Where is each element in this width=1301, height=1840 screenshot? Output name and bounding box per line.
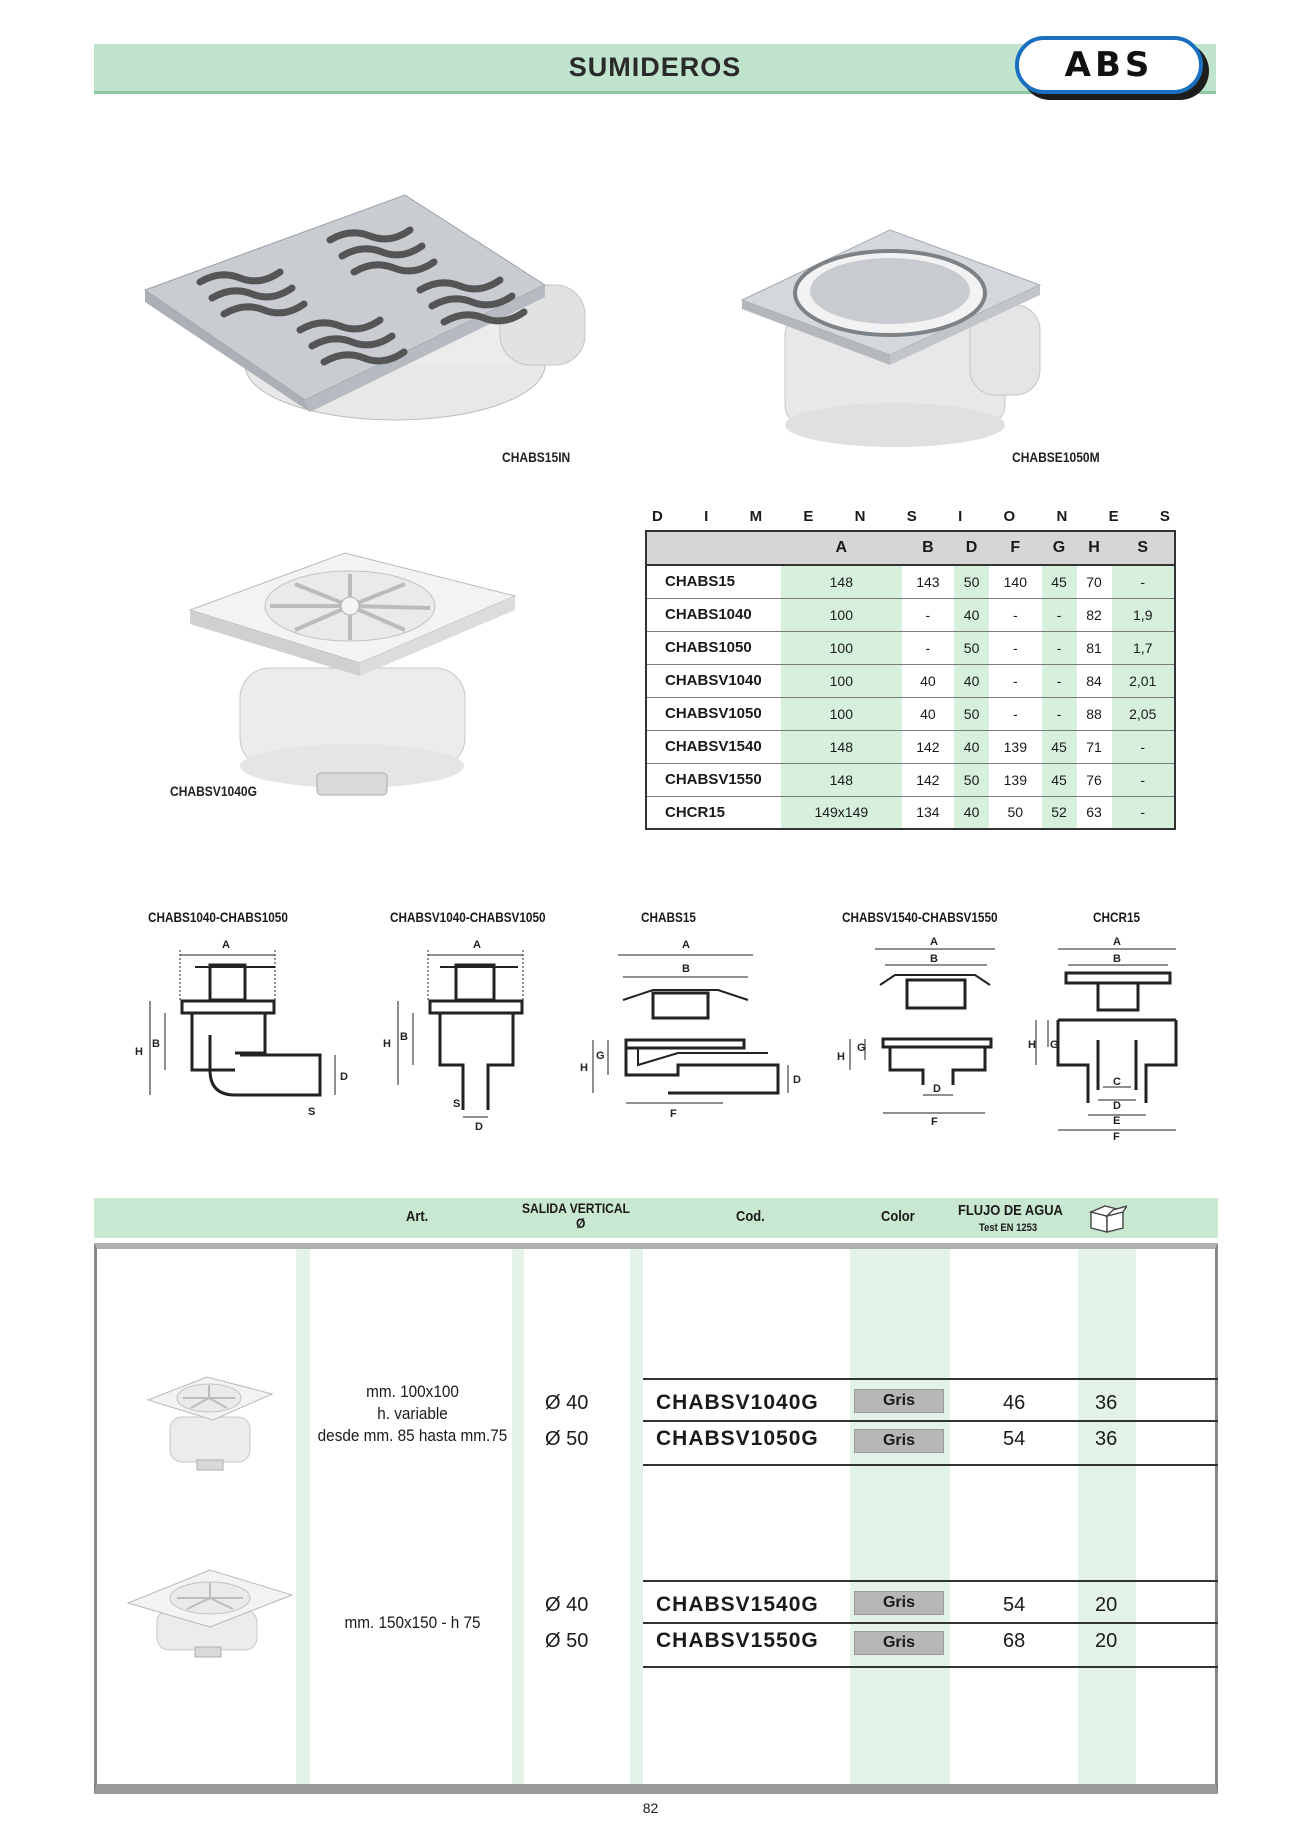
abs-logo bbox=[1015, 36, 1203, 94]
technical-drawing-chcr15 bbox=[1028, 935, 1208, 1150]
technical-drawing-chabs1040 bbox=[130, 935, 360, 1135]
svg-text:H: H bbox=[837, 1051, 845, 1063]
dimensions-model-name: CHABSV1040 bbox=[646, 664, 781, 697]
dimensions-column-header: A bbox=[781, 531, 902, 565]
dimensions-model-name: CHABS1050 bbox=[646, 631, 781, 664]
dimensions-cell: 142 bbox=[902, 763, 954, 796]
flow-value: 46 bbox=[1003, 1392, 1026, 1414]
dimensions-cell: 149x149 bbox=[781, 796, 902, 829]
flow-value: 68 bbox=[1003, 1630, 1026, 1652]
dimensions-row bbox=[646, 598, 1175, 631]
qty-value: 20 bbox=[1095, 1594, 1118, 1616]
dimensions-row bbox=[646, 697, 1175, 730]
dimensions-cell: 100 bbox=[781, 664, 902, 697]
diameter-value: Ø 50 bbox=[545, 1630, 589, 1652]
svg-text:H: H bbox=[135, 1046, 143, 1058]
technical-drawing-chabsv1540 bbox=[835, 935, 1015, 1135]
svg-text:A: A bbox=[930, 936, 938, 948]
dimensions-model-name: CHABSV1540 bbox=[646, 730, 781, 763]
page-number: 82 bbox=[642, 1800, 659, 1816]
svg-text:A: A bbox=[1113, 936, 1121, 948]
dimensions-cell: 52 bbox=[1042, 796, 1077, 829]
dimensions-cell: 148 bbox=[781, 565, 902, 598]
drawing-label-chcr15: CHCR15 bbox=[1093, 909, 1141, 925]
dimensions-title-letter: I bbox=[704, 508, 709, 525]
drawing-label-chabsv1540-chabsv1550: CHABSV1540-CHABSV1550 bbox=[842, 909, 998, 925]
header-cod: Cod. bbox=[736, 1208, 765, 1225]
photo-caption-chabs15in: CHABS15IN bbox=[502, 449, 571, 465]
dimensions-model-name: CHABSV1550 bbox=[646, 763, 781, 796]
column-band-diam bbox=[630, 1249, 643, 1784]
dimensions-cell: 50 bbox=[954, 763, 989, 796]
dimensions-cell: - bbox=[1042, 598, 1077, 631]
row-divider bbox=[643, 1622, 1218, 1624]
svg-text:F: F bbox=[670, 1108, 677, 1120]
flow-value: 54 bbox=[1003, 1428, 1026, 1450]
svg-text:B: B bbox=[930, 953, 938, 965]
dimensions-title-letter: E bbox=[1108, 508, 1119, 525]
dimensions-table bbox=[645, 530, 1176, 830]
product-code: CHABSV1540G bbox=[656, 1593, 819, 1616]
dimensions-cell: 82 bbox=[1077, 598, 1112, 631]
dimensions-cell: 1,7 bbox=[1112, 631, 1176, 664]
dimensions-model-name: CHCR15 bbox=[646, 796, 781, 829]
row-divider bbox=[643, 1378, 1218, 1380]
svg-text:F: F bbox=[1113, 1131, 1120, 1143]
dimensions-cell: - bbox=[1112, 565, 1176, 598]
header-art: Art. bbox=[406, 1208, 429, 1225]
svg-text:G: G bbox=[1050, 1039, 1059, 1051]
dimensions-column-header bbox=[646, 531, 781, 565]
technical-drawing-chabsv1040 bbox=[378, 935, 578, 1135]
photo-grate-drain-chabs15in bbox=[140, 190, 660, 450]
dimensions-cell: 45 bbox=[1042, 730, 1077, 763]
page-title: SUMIDEROS bbox=[568, 52, 742, 82]
svg-text:C: C bbox=[1113, 1076, 1121, 1088]
dimensions-title-letter: N bbox=[1056, 508, 1068, 525]
dimensions-cell: 81 bbox=[1077, 631, 1112, 664]
svg-text:D: D bbox=[1113, 1100, 1121, 1112]
dimensions-cell: - bbox=[1042, 697, 1077, 730]
flow-value: 54 bbox=[1003, 1594, 1026, 1616]
svg-text:B: B bbox=[1113, 953, 1121, 965]
dimensions-cell: 76 bbox=[1077, 763, 1112, 796]
dimensions-cell: - bbox=[902, 631, 954, 664]
qty-value: 36 bbox=[1095, 1428, 1118, 1450]
product-code: CHABSV1040G bbox=[656, 1391, 819, 1414]
dimensions-cell: - bbox=[989, 598, 1041, 631]
dimensions-cell: 2,01 bbox=[1112, 664, 1176, 697]
svg-text:F: F bbox=[931, 1116, 938, 1128]
color-chip: Gris bbox=[854, 1429, 944, 1453]
column-band-qty bbox=[1078, 1249, 1136, 1784]
dimensions-title-letter: S bbox=[906, 508, 917, 525]
diameter-value: Ø 50 bbox=[545, 1428, 589, 1450]
dimensions-cell: 100 bbox=[781, 697, 902, 730]
svg-text:S: S bbox=[453, 1098, 461, 1110]
dimensions-cell: 50 bbox=[989, 796, 1041, 829]
dimensions-cell: - bbox=[989, 664, 1041, 697]
header-salida-vertical: SALIDA VERTICAL bbox=[522, 1200, 630, 1216]
dimensions-row bbox=[646, 730, 1175, 763]
dimensions-cell: 71 bbox=[1077, 730, 1112, 763]
dimensions-cell: - bbox=[1112, 730, 1176, 763]
dimensions-row bbox=[646, 631, 1175, 664]
diameter-value: Ø 40 bbox=[545, 1594, 589, 1616]
dimensions-cell: 100 bbox=[781, 631, 902, 664]
dimensions-header-row bbox=[646, 531, 1175, 565]
dimensions-column-header: D bbox=[954, 531, 989, 565]
dimensions-cell: 139 bbox=[989, 763, 1041, 796]
svg-text:H: H bbox=[1028, 1039, 1036, 1051]
svg-text:B: B bbox=[682, 963, 690, 975]
qty-value: 36 bbox=[1095, 1392, 1118, 1414]
dimensions-cell: - bbox=[989, 697, 1041, 730]
dimensions-title-letter: M bbox=[749, 508, 763, 525]
dimensions-column-header: S bbox=[1112, 531, 1176, 565]
svg-text:D: D bbox=[933, 1083, 941, 1095]
header-test-en1253: Test EN 1253 bbox=[979, 1222, 1038, 1234]
dimensions-column-header: B bbox=[902, 531, 954, 565]
dimensions-cell: 40 bbox=[902, 664, 954, 697]
dimensions-cell: 139 bbox=[989, 730, 1041, 763]
product-desc-group1 bbox=[316, 1381, 510, 1447]
dimensions-row bbox=[646, 565, 1175, 598]
dimensions-cell: 2,05 bbox=[1112, 697, 1176, 730]
drawing-label-chabs1040-chabs1050: CHABS1040-CHABS1050 bbox=[148, 909, 288, 925]
dimensions-cell: 143 bbox=[902, 565, 954, 598]
dimensions-cell: 134 bbox=[902, 796, 954, 829]
dimensions-title-letter: O bbox=[1003, 508, 1016, 525]
qty-value: 20 bbox=[1095, 1630, 1118, 1652]
dimensions-cell: - bbox=[902, 598, 954, 631]
dimensions-row bbox=[646, 763, 1175, 796]
svg-text:G: G bbox=[857, 1042, 866, 1054]
dimensions-cell: - bbox=[1042, 664, 1077, 697]
dimensions-cell: 50 bbox=[954, 697, 989, 730]
dimensions-cell: 50 bbox=[954, 631, 989, 664]
dimensions-model-name: CHABSV1050 bbox=[646, 697, 781, 730]
dimensions-cell: 100 bbox=[781, 598, 902, 631]
desc-line: desde mm. 85 hasta mm.75 bbox=[317, 1426, 508, 1445]
dimensions-title-letter: I bbox=[958, 508, 963, 525]
dimensions-cell: 148 bbox=[781, 730, 902, 763]
photo-steel-drain-chabse1050m bbox=[740, 225, 1100, 450]
product-code: CHABSV1050G bbox=[656, 1427, 819, 1450]
dimensions-title-letter: D bbox=[652, 508, 663, 525]
svg-text:D: D bbox=[793, 1074, 801, 1086]
svg-text:B: B bbox=[400, 1031, 408, 1043]
product-photo-chabsv1040g bbox=[145, 1372, 275, 1477]
color-chip: Gris bbox=[854, 1591, 944, 1615]
dimensions-cell: 45 bbox=[1042, 763, 1077, 796]
dimensions-model-name: CHABS1040 bbox=[646, 598, 781, 631]
drawing-label-chabsv1040-chabsv1050: CHABSV1040-CHABSV1050 bbox=[390, 909, 546, 925]
dimensions-cell: - bbox=[1042, 631, 1077, 664]
desc-line: mm. 100x100 bbox=[366, 1382, 459, 1401]
dimensions-column-header: F bbox=[989, 531, 1041, 565]
product-table-frame bbox=[94, 1243, 1218, 1794]
product-photo-chabsv1540g bbox=[125, 1565, 295, 1670]
dimensions-cell: 1,9 bbox=[1112, 598, 1176, 631]
dimensions-cell: - bbox=[1112, 763, 1176, 796]
diameter-value: Ø 40 bbox=[545, 1392, 589, 1414]
svg-text:G: G bbox=[596, 1050, 605, 1062]
dimensions-cell: 84 bbox=[1077, 664, 1112, 697]
dimensions-row bbox=[646, 796, 1175, 829]
row-divider bbox=[643, 1666, 1218, 1668]
dimensions-cell: 40 bbox=[954, 598, 989, 631]
dimensions-cell: - bbox=[989, 631, 1041, 664]
svg-text:A: A bbox=[473, 939, 481, 951]
drawing-label-chabs15: CHABS15 bbox=[641, 909, 696, 925]
dimensions-cell: 140 bbox=[989, 565, 1041, 598]
header-flujo-de-agua: FLUJO DE AGUA bbox=[958, 1202, 1063, 1219]
box-package-icon bbox=[1087, 1202, 1127, 1234]
dimensions-column-header: G bbox=[1042, 531, 1077, 565]
desc-line: h. variable bbox=[377, 1404, 448, 1423]
row-divider bbox=[643, 1580, 1218, 1582]
svg-text:B: B bbox=[152, 1038, 160, 1050]
technical-drawing-chabs15 bbox=[578, 935, 818, 1135]
svg-text:H: H bbox=[580, 1062, 588, 1074]
dimensions-cell: 45 bbox=[1042, 565, 1077, 598]
dimensions-cell: 40 bbox=[954, 664, 989, 697]
dimensions-cell: 88 bbox=[1077, 697, 1112, 730]
svg-text:H: H bbox=[383, 1038, 391, 1050]
dimensions-model-name: CHABS15 bbox=[646, 565, 781, 598]
row-divider bbox=[643, 1420, 1218, 1422]
svg-text:S: S bbox=[308, 1106, 316, 1118]
color-chip: Gris bbox=[854, 1389, 944, 1413]
color-chip: Gris bbox=[854, 1631, 944, 1655]
dimensions-cell: 148 bbox=[781, 763, 902, 796]
svg-text:E: E bbox=[1113, 1115, 1121, 1127]
dimensions-cell: 40 bbox=[902, 697, 954, 730]
dimensions-title bbox=[652, 508, 1170, 525]
dimensions-cell: 63 bbox=[1077, 796, 1112, 829]
svg-text:A: A bbox=[222, 939, 230, 951]
dimensions-cell: 142 bbox=[902, 730, 954, 763]
svg-text:D: D bbox=[475, 1121, 483, 1133]
column-band-art bbox=[296, 1249, 310, 1784]
desc-line: mm. 150x150 - h 75 bbox=[344, 1613, 481, 1632]
column-band-color bbox=[850, 1249, 950, 1784]
svg-text:A: A bbox=[682, 939, 690, 951]
photo-vertical-drain-chabsv1040g bbox=[185, 548, 525, 803]
dimensions-column-header: H bbox=[1077, 531, 1112, 565]
column-band-desc bbox=[512, 1249, 524, 1784]
dimensions-cell: 50 bbox=[954, 565, 989, 598]
svg-text:D: D bbox=[340, 1071, 348, 1083]
header-color: Color bbox=[881, 1208, 915, 1225]
photo-caption-chabse1050m: CHABSE1050M bbox=[1012, 449, 1100, 465]
product-desc-group2 bbox=[316, 1612, 510, 1634]
logo-text: ABS bbox=[1064, 45, 1154, 85]
dimensions-title-letter: S bbox=[1159, 508, 1170, 525]
product-code: CHABSV1550G bbox=[656, 1629, 819, 1652]
dimensions-cell: 40 bbox=[954, 796, 989, 829]
photo-caption-chabsv1040g: CHABSV1040G bbox=[170, 783, 257, 799]
dimensions-title-letter: E bbox=[803, 508, 814, 525]
dimensions-cell: - bbox=[1112, 796, 1176, 829]
dimensions-title-letter: N bbox=[854, 508, 866, 525]
header-diameter-symbol: Ø bbox=[576, 1215, 586, 1231]
row-divider bbox=[643, 1464, 1218, 1466]
dimensions-cell: 40 bbox=[954, 730, 989, 763]
dimensions-row bbox=[646, 664, 1175, 697]
dimensions-cell: 70 bbox=[1077, 565, 1112, 598]
